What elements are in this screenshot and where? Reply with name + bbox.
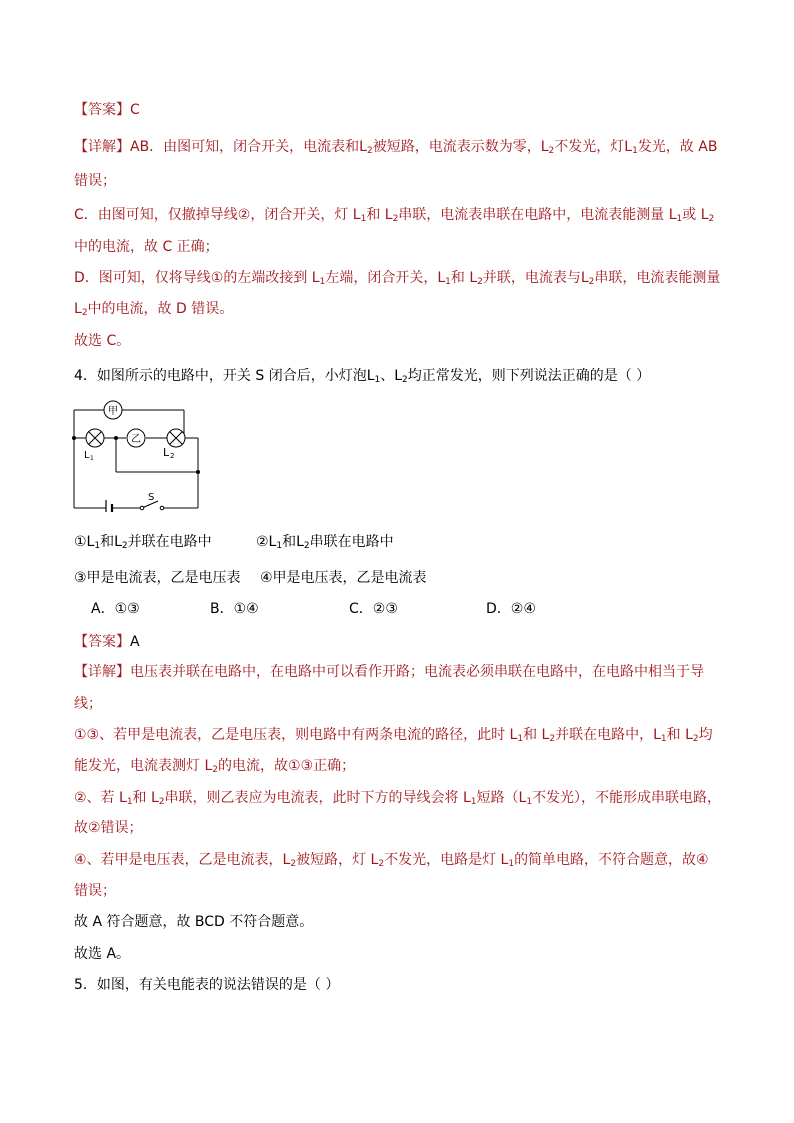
lamp-l1-sub: 1: [90, 455, 94, 462]
lamp-l1-label: L: [84, 450, 90, 461]
answer-tag: 【答案】: [74, 102, 130, 118]
option-d: D．②④: [486, 601, 536, 617]
q4-detail-line2: 线；: [74, 696, 102, 712]
switch-contact-left: [140, 506, 144, 510]
circuit-diagram: [68, 398, 208, 512]
q4-detail-line1: 【详解】电压表并联在电路中，在电路中可以看作开路；电流表必须串联在电路中，在电路中相当于导: [74, 664, 704, 680]
q4-detail-line3: ①③、若甲是电流表，乙是电压表，则电路中有两条电流的路径，此时 $L_1$和 $L_2$并联在电路中，$L_1$和 $L_2$均: [74, 727, 713, 744]
lamp-l2-sub: 2: [170, 452, 175, 460]
switch-contact-right: [160, 506, 164, 510]
option-c: C．②③: [349, 601, 398, 617]
q3-detail-line6: $L_2$中的电流，故 D 错误。: [74, 301, 234, 318]
q4-detail-line9: 故 A 符合题意，故 BCD 不符合题意。: [74, 914, 314, 930]
statement-3: ③甲是电流表，乙是电压表: [74, 570, 241, 586]
q3-answer: [74, 100, 140, 120]
answer-value: A: [130, 634, 140, 650]
junction-dot: [72, 436, 76, 440]
q4-detail-line10: 故选 A。: [74, 946, 131, 962]
q3-detail-line5: D．图可知，仅将导线①的左端改接到 $L_1$左端，闭合开关，$L_1$和 $L_2$并联，电流表与$L_2$串联，电流表能测量: [74, 270, 721, 287]
q4-answer: [74, 632, 140, 652]
answer-value: C: [130, 102, 140, 118]
q4-statements-row1: [74, 532, 212, 552]
option-b: B．①④: [210, 601, 259, 617]
q3-detail-line7: 故选 C。: [74, 333, 131, 349]
q4-detail-line4: 能发光，电流表测灯 $L_2$的电流，故①③正确；: [74, 758, 356, 775]
q4-detail-line5: ②、若 $L_1$和 $L_2$串联，则乙表应为电流表，此时下方的导线会将 $L_1$短路（$L_1$不发光），不能形成串联电路，: [74, 790, 722, 807]
detail-tag: 【详解】: [74, 664, 130, 680]
meter-yi-label: 乙: [131, 434, 141, 445]
junction-dot: [114, 436, 118, 440]
q3-detail-line2: 错误；: [74, 173, 116, 189]
detail-tag: 【详解】: [74, 139, 130, 155]
q3-detail-line3: C．由图可知，仅撤掉导线②，闭合开关，灯 $L_1$和 $L_2$串联，电流表串联在电路中，电流表能测量 $L_1$或 $L_2$: [74, 207, 715, 224]
option-a: A．①③: [91, 601, 140, 617]
q5-stem: 5．如图，有关电能表的说法错误的是（ ）: [74, 977, 340, 993]
statement-2: $②L_1$和$L_2$串联在电路中: [256, 534, 394, 551]
switch-label: S: [148, 492, 155, 503]
q4-detail-line7: ④、若甲是电压表，乙是电流表，$L_2$被短路，灯 $L_2$不发光，电路是灯 $L_1$的简单电路，不符合题意，故④: [74, 852, 709, 869]
q4-detail-line6: 故②错误；: [74, 820, 143, 836]
junction-dot: [196, 470, 200, 474]
meter-jia-label: 甲: [108, 406, 118, 417]
statement-1: $①L_1$和$L_2$并联在电路中: [74, 534, 212, 551]
q4-detail-line8: 错误；: [74, 883, 116, 899]
q3-detail-line4: 中的电流，故 C 正确；: [74, 239, 219, 255]
q3-detail-line1: 【详解】AB．由图可知，闭合开关，电流表和$L_2$被短路，电流表示数为零，$L_2$不发光，灯$L_1$发光，故 AB: [74, 139, 718, 156]
q4-stem: 4．如图所示的电路中，开关 S 闭合后，小灯泡$L_1$、$L_2$均正常发光，则下列说法正确的是（ ）: [74, 368, 651, 385]
answer-tag: 【答案】: [74, 634, 130, 650]
lamp-l2-label: L: [163, 446, 170, 459]
statement-4: ④甲是电压表，乙是电流表: [260, 570, 427, 586]
